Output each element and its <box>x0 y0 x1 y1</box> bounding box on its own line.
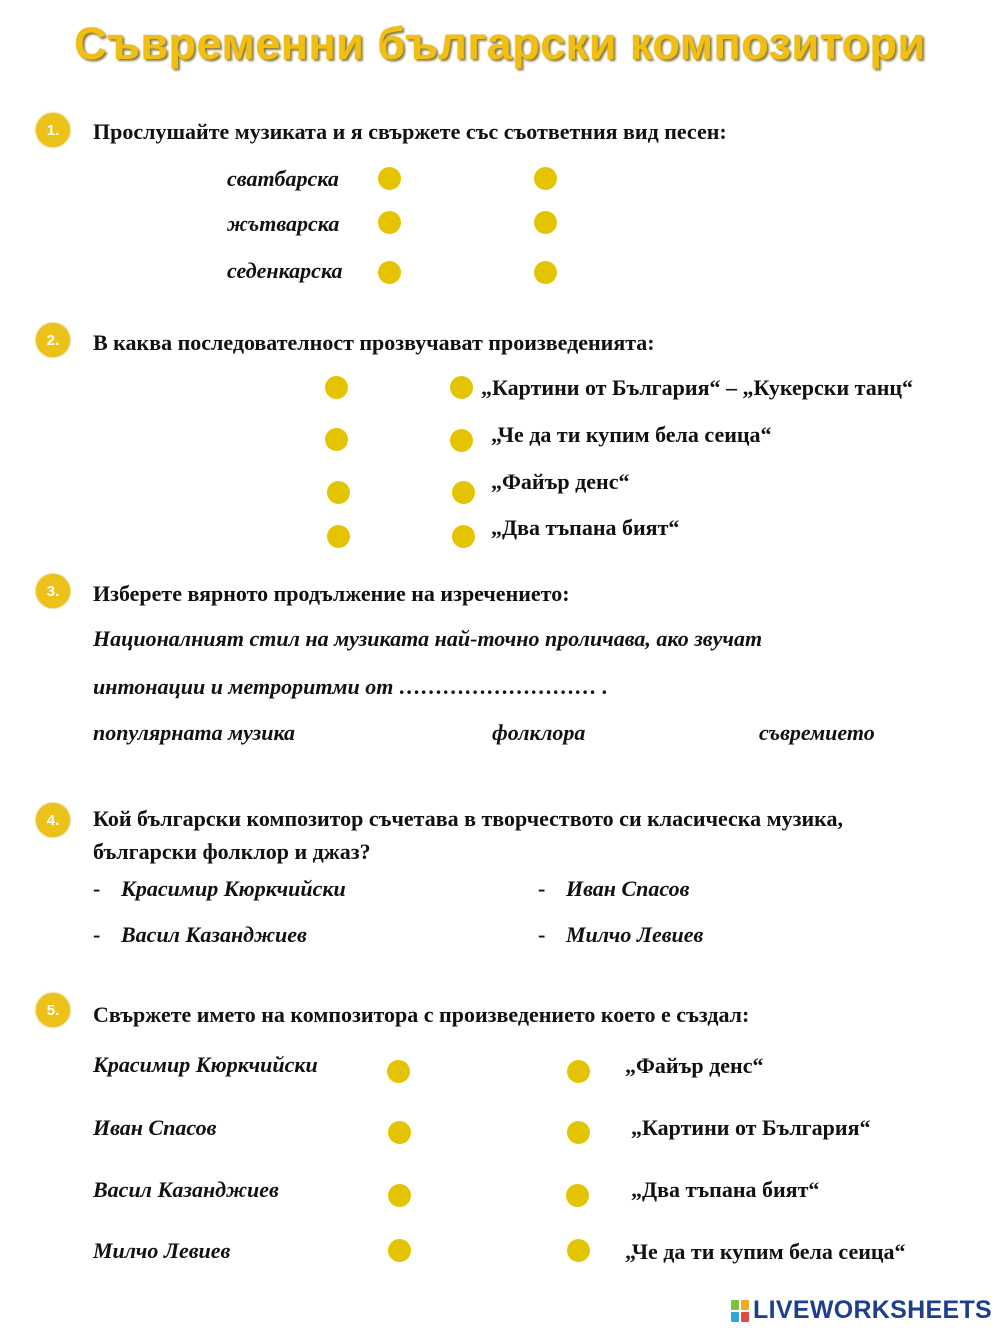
q4-dash-4: - <box>538 922 546 947</box>
question-number-5: 5. <box>36 993 70 1027</box>
q1-left-dot-1[interactable] <box>378 167 401 190</box>
q3-option-modernity[interactable]: съвремието <box>759 720 875 745</box>
q4-option-spasov[interactable]: Иван Спасов <box>566 876 690 901</box>
q2-item-4: „Два тъпана бият“ <box>491 515 680 540</box>
question-5-text: Свържете името на композитора с произведението което е създал: <box>93 1002 750 1027</box>
q4-dash-1: - <box>93 876 101 901</box>
liveworksheets-logo-icon <box>731 1300 749 1322</box>
q3-option-popular-music[interactable]: популярната музика <box>93 720 296 745</box>
q5-work-4: „Че да ти купим бела сеица“ <box>625 1239 906 1264</box>
q2-item-3: „Файър денс“ <box>491 469 630 494</box>
q1-right-dot-3[interactable] <box>534 261 557 284</box>
q1-left-dot-2[interactable] <box>378 211 401 234</box>
question-4-text-line-2: български фолклор и джаз? <box>93 839 371 864</box>
q2-left-dot-2[interactable] <box>325 428 348 451</box>
q4-dash-2: - <box>538 876 546 901</box>
q5-left-dot-4[interactable] <box>388 1239 411 1262</box>
q1-right-dot-1[interactable] <box>534 167 557 190</box>
q5-left-dot-2[interactable] <box>388 1121 411 1144</box>
question-2-text: В каква последователност прозвучават произведенията: <box>93 330 655 355</box>
q4-option-leviev[interactable]: Милчо Левиев <box>566 922 704 947</box>
q4-dash-3: - <box>93 922 101 947</box>
q2-right-dot-2[interactable] <box>450 429 473 452</box>
q2-left-dot-4[interactable] <box>327 525 350 548</box>
q2-right-dot-4[interactable] <box>452 525 475 548</box>
liveworksheets-logo-text: LIVEWORKSHEETS <box>753 1296 992 1324</box>
q4-option-kazandzhiev[interactable]: Васил Казанджиев <box>121 922 307 947</box>
q2-left-dot-1[interactable] <box>325 376 348 399</box>
q3-option-folklore[interactable]: фолклора <box>492 720 586 745</box>
page-title: Съвременни български композитори <box>74 18 926 69</box>
q5-composer-4: Милчо Левиев <box>93 1238 231 1263</box>
question-number-1: 1. <box>36 113 70 147</box>
q5-work-1: „Файър денс“ <box>625 1053 764 1078</box>
q5-work-3: „Два тъпана бият“ <box>631 1177 820 1202</box>
question-number-3: 3. <box>36 574 70 608</box>
q4-option-kyurkchiyski[interactable]: Красимир Кюркчийски <box>121 876 346 901</box>
q5-left-dot-1[interactable] <box>387 1060 410 1083</box>
q1-item-harvest: жътварска <box>227 211 340 236</box>
q2-item-1: „Картини от България“ – „Кукерски танц“ <box>481 375 914 400</box>
q2-item-2: „Че да ти купим бела сеица“ <box>491 422 772 447</box>
question-number-2: 2. <box>36 323 70 357</box>
q5-right-dot-1[interactable] <box>567 1060 590 1083</box>
q5-work-2: „Картини от България“ <box>631 1115 871 1140</box>
q2-right-dot-1[interactable] <box>450 376 473 399</box>
q5-right-dot-2[interactable] <box>567 1121 590 1144</box>
q1-right-dot-2[interactable] <box>534 211 557 234</box>
q1-item-wedding: сватбарска <box>227 166 339 191</box>
q5-composer-3: Васил Казанджиев <box>93 1177 279 1202</box>
question-4-text-line-1: Кой български композитор съчетава в творчеството си класическа музика, <box>93 806 843 831</box>
q5-right-dot-3[interactable] <box>566 1184 589 1207</box>
q2-left-dot-3[interactable] <box>327 481 350 504</box>
q5-composer-2: Иван Спасов <box>93 1115 217 1140</box>
q5-left-dot-3[interactable] <box>388 1184 411 1207</box>
question-number-4: 4. <box>36 803 70 837</box>
q2-right-dot-3[interactable] <box>452 481 475 504</box>
question-1-text: Прослушайте музиката и я свържете със съответния вид песен: <box>93 119 727 144</box>
q1-item-gathering: седенкарска <box>227 258 343 283</box>
q3-sentence-line-1: Националният стил на музиката най-точно проличава, ако звучат <box>93 626 763 651</box>
q1-left-dot-3[interactable] <box>378 261 401 284</box>
q5-right-dot-4[interactable] <box>567 1239 590 1262</box>
question-3-text: Изберете вярното продължение на изречението: <box>93 581 570 606</box>
q5-composer-1: Красимир Кюркчийски <box>93 1052 318 1077</box>
liveworksheets-logo[interactable] <box>731 1296 992 1325</box>
q3-sentence-line-2: интонации и метроритми от ……………………… . <box>93 674 608 699</box>
